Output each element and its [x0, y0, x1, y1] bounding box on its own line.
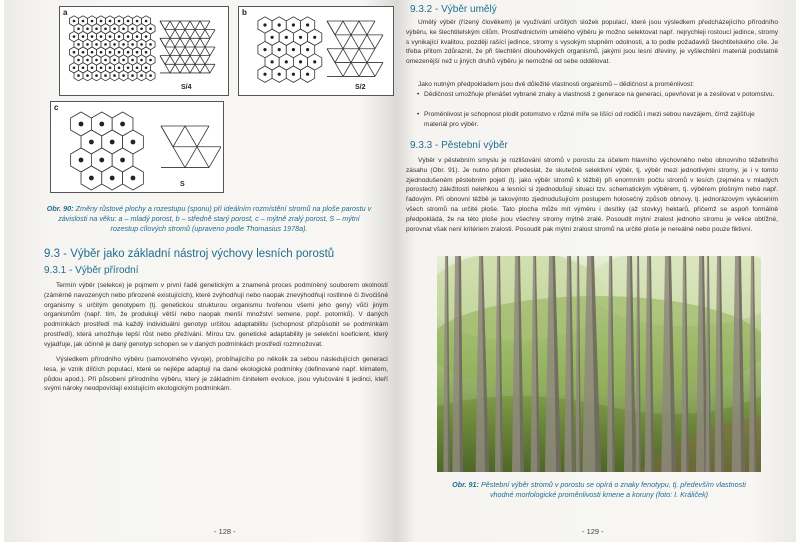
- spacing-line: [190, 21, 195, 30]
- section-heading-9-3-1: 9.3.1 - Výběr přírodní: [44, 265, 139, 276]
- spacing-line: [200, 47, 205, 56]
- figure-panel-c: [50, 101, 224, 193]
- tree-dot: [109, 35, 112, 38]
- panel-c-caption: S: [180, 181, 185, 188]
- tree-dot: [113, 74, 116, 77]
- spacing-line: [335, 63, 343, 77]
- tree-dot: [131, 74, 134, 77]
- spacing-line: [173, 126, 185, 147]
- tree-dot: [140, 43, 143, 46]
- figure-90-caption-text: Změny růstové plochy a rozestupu (sponu) při ideálním rozmístění stromů na ploše parostu v závislosti na věku: a – mladý porost, b – středně starý porost, c – mýtně zralý porost, S – mýtní rozestup cílových stromů (upraveno podle Thomasius 1978a).: [58, 204, 372, 233]
- tree-dot: [136, 35, 139, 38]
- spacing-line: [367, 49, 375, 63]
- tree-dot: [82, 51, 85, 54]
- tree-dot: [136, 51, 139, 54]
- figure-90-caption: [44, 204, 374, 234]
- spacing-line: [165, 64, 170, 73]
- tree-dot: [89, 176, 94, 181]
- tree-dot: [104, 74, 107, 77]
- spacing-line: [343, 21, 351, 35]
- right-page: [406, 0, 792, 542]
- tree-dot: [104, 43, 107, 46]
- tree-dot: [99, 122, 104, 127]
- tree-dot: [145, 35, 148, 38]
- tree-dot: [100, 51, 103, 54]
- tree-dot: [99, 158, 104, 163]
- spacing-line: [180, 21, 185, 30]
- tree-dot: [91, 20, 94, 23]
- tree-dot: [100, 35, 103, 38]
- spacing-line: [185, 38, 190, 47]
- spacing-line: [175, 64, 180, 73]
- tree-dot: [278, 23, 281, 26]
- spacing-line: [165, 30, 170, 39]
- spacing-line: [375, 35, 383, 49]
- panel-b-label: b: [242, 8, 247, 17]
- tree-dot: [149, 74, 152, 77]
- tree-dot: [79, 122, 84, 127]
- tree-dot: [131, 140, 136, 145]
- spacing-line: [175, 21, 180, 30]
- tree-dot: [127, 67, 130, 70]
- left-paragraph-1: Termín výběr (selekce) je pojmem v první řadě genetickým a znamená proces podmíněný souborem okolností (záměrně navozených nebo přirozeně existujících), které zvýhodňují nebo naopak znevýhodňují rostlinné či živočišné organismy s určitým genotypem (tj. genetickou strukturou organismu tvořenou všemi jeho geny) vůči jiným organismům (např. tím, že produkují větší nebo naopak menší množství semene, popř. potomků). V daných podmínkách prostředí má každý individuální genotyp určitou adaptabilitu (schopnost přizpůsobit se podmínkám prostředí), která umožňuje lepší růst nebo přežívání. Mírou tzv. genetické adaptability je selekční koeficient, který vyjadřuje, jak účinně je daný genotyp schopen se v daných podmínkách prostředí rozmnožovat.: [44, 282, 388, 348]
- spacing-line: [210, 64, 215, 73]
- tree-dot: [113, 43, 116, 46]
- spacing-line: [175, 56, 180, 65]
- tree-dot: [285, 36, 288, 39]
- figure-91-caption-text: Pěstební výběr stromů v porostu se opírá o znaky fenotypu, tj. především vlastnosti vhodné morfologické proměnlivosti kmene a koruny (foto: I. Králiček): [480, 480, 746, 499]
- spacing-line: [210, 47, 215, 56]
- panel-a-caption: S/4: [181, 84, 192, 91]
- spacing-line: [160, 56, 165, 65]
- panel-a-diagram: [60, 7, 230, 97]
- tree-dot: [86, 74, 89, 77]
- spacing-line: [185, 126, 197, 147]
- tree-dot: [122, 28, 125, 31]
- tree-dot: [136, 20, 139, 23]
- tree-dot: [100, 20, 103, 23]
- tree-dot: [86, 59, 89, 62]
- tree-dot: [313, 36, 316, 39]
- spacing-line: [197, 147, 209, 168]
- tree-dot: [136, 67, 139, 70]
- spacing-line: [165, 47, 170, 56]
- tree-dot: [73, 35, 76, 38]
- tree-dot: [113, 28, 116, 31]
- spacing-line: [351, 35, 359, 49]
- tree-dot: [313, 60, 316, 63]
- spacing-line: [185, 56, 190, 65]
- spacing-line: [205, 56, 210, 65]
- spacing-line: [180, 64, 185, 73]
- tree-dot: [127, 20, 130, 23]
- spacing-line: [367, 63, 375, 77]
- spacing-line: [170, 64, 175, 73]
- tree-dot: [118, 35, 121, 38]
- spacing-line: [195, 30, 200, 39]
- spacing-line: [185, 30, 190, 39]
- panel-c-label: c: [54, 103, 59, 112]
- panel-c-diagram: [51, 102, 225, 194]
- spacing-line: [195, 64, 200, 73]
- tree-dot: [82, 35, 85, 38]
- spacing-line: [367, 35, 375, 49]
- figure-90-caption-label: Obr. 90:: [46, 204, 74, 213]
- tree-dot: [306, 23, 309, 26]
- spacing-line: [200, 21, 205, 30]
- tree-dot: [278, 48, 281, 51]
- spacing-line: [195, 38, 200, 47]
- page-number-right: - 129 -: [582, 527, 604, 536]
- spacing-line: [160, 21, 165, 30]
- tree-dot: [82, 67, 85, 70]
- tree-dot: [91, 67, 94, 70]
- tree-dot: [131, 176, 136, 181]
- tree-dot: [91, 35, 94, 38]
- figure-91-caption-label: Obr. 91:: [452, 480, 479, 489]
- tree-dot: [109, 51, 112, 54]
- spacing-line: [173, 147, 185, 168]
- panel-b-diagram: [239, 7, 395, 97]
- tree-dot: [118, 51, 121, 54]
- tree-dot: [122, 59, 125, 62]
- spacing-line: [175, 47, 180, 56]
- tree-dot: [86, 43, 89, 46]
- tree-dot: [306, 73, 309, 76]
- spacing-line: [180, 56, 185, 65]
- tree-dot: [109, 20, 112, 23]
- spacing-line: [335, 21, 343, 35]
- tree-dot: [95, 43, 98, 46]
- spacing-line: [200, 64, 205, 73]
- spacing-line: [161, 126, 173, 147]
- tree-dot: [91, 51, 94, 54]
- spacing-line: [190, 30, 195, 39]
- tree-dot: [149, 28, 152, 31]
- left-page: [4, 0, 398, 542]
- tree-dot: [299, 60, 302, 63]
- left-paragraph-2: Výsledkem přírodního výběru (samovolného vývoje), probíhajícího po několik za sebou následujících generací lesa, je vznik dílčích populací, které se nejlépe adaptují na dané ekologické podmínky (definované např. klimatem, půdou apod.). Při působení přírodního výběru, který je základním činitelem evoluce, jsou vylučováni ti jedinci, kteří svými nároky neodpovídají existujícím ekologickým podmínkám.: [44, 356, 388, 393]
- spacing-line: [165, 21, 170, 30]
- spacing-line: [359, 49, 367, 63]
- tree-dot: [299, 36, 302, 39]
- tree-dot: [140, 74, 143, 77]
- tree-dot: [73, 67, 76, 70]
- tree-dot: [140, 59, 143, 62]
- page-number-left: - 128 -: [214, 527, 236, 536]
- tree-dot: [149, 43, 152, 46]
- tree-dot: [140, 28, 143, 31]
- panel-b-caption: S/2: [355, 84, 366, 91]
- section-heading-9-3-2: 9.3.2 - Výběr umělý: [410, 4, 497, 15]
- spacing-line: [351, 49, 359, 63]
- spacing-line: [165, 38, 170, 47]
- spacing-line: [197, 126, 209, 147]
- spacing-line: [351, 63, 359, 77]
- spacing-line: [327, 21, 335, 35]
- tree-dot: [120, 122, 125, 127]
- spacing-line: [367, 21, 375, 35]
- spacing-line: [190, 47, 195, 56]
- forest-photo: [437, 256, 761, 472]
- spacing-line: [335, 49, 343, 63]
- tree-dot: [122, 43, 125, 46]
- spacing-line: [195, 56, 200, 65]
- spacing-line: [195, 21, 200, 30]
- tree-dot: [118, 67, 121, 70]
- spacing-line: [190, 56, 195, 65]
- tree-dot: [271, 60, 274, 63]
- tree-dot: [145, 67, 148, 70]
- spacing-line: [170, 56, 175, 65]
- spacing-line: [170, 47, 175, 56]
- tree-dot: [127, 35, 130, 38]
- tree-dot: [82, 20, 85, 23]
- spacing-line: [180, 38, 185, 47]
- spacing-line: [200, 30, 205, 39]
- figure-panel-b: [238, 6, 394, 96]
- spacing-line: [205, 21, 210, 30]
- spacing-line: [205, 30, 210, 39]
- forest-photo-image: [437, 256, 761, 472]
- tree-dot: [263, 23, 266, 26]
- right-paragraph-1: Umělý výběr (řízený člověkem) je využívání určitých složek populací, které jsou výsledkem předcházejícího přírodního výběru, ke šlechtitelským cílům. Prostřednictvím umělého výběru je možno selektovat např. nejrychleji rostoucí jedince, stromy s vynikající kvalitou, později rašící jedince, stromy s vysokým stupněm odolnosti, a to podle požadavků šlechtitelského cíle. Je třeba přitom zdůraznit, že při šlechtění dlouhověkých organismů, jakými jsou lesní dřeviny, je vyšlechtění materiál podstatně omezenější než u jiných druhů výběru je nemožné od sebe oddělovat.: [406, 19, 778, 66]
- tree-dot: [79, 158, 84, 163]
- tree-dot: [145, 20, 148, 23]
- tree-dot: [100, 67, 103, 70]
- tree-dot: [122, 74, 125, 77]
- tree-dot: [263, 73, 266, 76]
- tree-dot: [292, 48, 295, 51]
- tree-dot: [131, 43, 134, 46]
- spacing-line: [195, 47, 200, 56]
- spacing-line: [210, 30, 215, 39]
- spacing-line: [200, 56, 205, 65]
- spacing-line: [335, 35, 343, 49]
- tree-dot: [77, 74, 80, 77]
- spacing-line: [190, 38, 195, 47]
- tree-dot: [145, 51, 148, 54]
- tree-dot: [285, 60, 288, 63]
- tree-dot: [306, 48, 309, 51]
- tree-dot: [77, 59, 80, 62]
- spacing-line: [343, 63, 351, 77]
- right-paragraph-3: Výběr v pěstebním smyslu je rozlišování stromů v porostu za účelem hlavního výchovného nebo obnovního těžebního zásahu (Obr. 91). Je nutno přitom předeslat, že skutečně selektivní výběr, tj. výběr mezi jednotlivými stromy, je i v tomto zjednodušeném pěstebním pojetí (tj. jako výběr stromů k těžbě) při enormním počtu stromů v lesích (zejména v mladých porostech) záležitostí nelehkou a lesníci si zjednodušují situaci tzv. schematickým výběrem, tj. výběrem plošným nebo např. řadovým. Při obnovní těžbě je takovýmto zjednodušujícím postupem holosečný způsob obnovy, tj. jednorázovým vykácením všech stromů na určité ploše. Tato plocha může mít výměru i desítky (až stovky) hektarů, přičemž se aspoň formálně předpokládá, že na této ploše jsou všechny stromy mýtně zralé. Posoudit mýtní zralost jednoho stromu je velice obtížné, porovnat však není kritériem zralosti. Posoudit pak mýtní zralost stromů na určité ploše je nereálné nebo pouze fiktivní.: [406, 157, 778, 233]
- spacing-line: [200, 38, 205, 47]
- spacing-line: [190, 64, 195, 73]
- tree-dot: [95, 74, 98, 77]
- spacing-line: [185, 147, 197, 168]
- spacing-line: [170, 38, 175, 47]
- tree-dot: [95, 59, 98, 62]
- spacing-line: [205, 38, 210, 47]
- spacing-line: [180, 30, 185, 39]
- spacing-line: [170, 30, 175, 39]
- bullet-promenlivost: • Proměnlivost je schopnost plodit potomstvo v různé míře se lišící od rodičů i mezi sebou navzájem, čímž zajišťuje materiál pro výběr.: [424, 110, 776, 130]
- section-heading-9-3-3: 9.3.3 - Pěstební výběr: [410, 140, 508, 151]
- spacing-line: [343, 35, 351, 49]
- tree-dot: [292, 73, 295, 76]
- tree-dot: [149, 59, 152, 62]
- spacing-line: [209, 147, 221, 168]
- figure-91-caption: [446, 480, 752, 500]
- spacing-line: [170, 21, 175, 30]
- tree-dot: [86, 28, 89, 31]
- spacing-line: [165, 56, 170, 65]
- tree-dot: [73, 51, 76, 54]
- right-paragraph-2: Jako nutným předpokladem jsou dvě důležité vlastnosti organismů – dědičnost a proměnlivost:: [418, 81, 694, 88]
- tree-dot: [118, 20, 121, 23]
- figure-panel-a: [59, 6, 229, 96]
- spacing-line: [185, 21, 190, 30]
- tree-dot: [104, 59, 107, 62]
- spacing-line: [375, 63, 383, 77]
- tree-dot: [263, 48, 266, 51]
- spacing-line: [185, 64, 190, 73]
- tree-dot: [73, 20, 76, 23]
- spacing-line: [185, 47, 190, 56]
- spacing-line: [175, 30, 180, 39]
- spacing-line: [160, 38, 165, 47]
- spacing-line: [359, 63, 367, 77]
- tree-dot: [89, 140, 94, 145]
- tree-dot: [110, 176, 115, 181]
- panel-a-label: a: [63, 8, 68, 17]
- tree-dot: [131, 59, 134, 62]
- tree-dot: [113, 59, 116, 62]
- section-heading-9-3: 9.3 - Výběr jako základní nástroj výchovy lesních porostů: [44, 248, 335, 260]
- spacing-line: [180, 47, 185, 56]
- spacing-line: [205, 47, 210, 56]
- tree-dot: [278, 73, 281, 76]
- tree-dot: [131, 28, 134, 31]
- tree-dot: [292, 23, 295, 26]
- bullet-dedicnost: • Dědičnost umožňuje přenášet vybrané znaky a vlastnosti z generace na generaci, upevňovat je a zesilovat v potomstvu.: [424, 90, 776, 100]
- spacing-line: [205, 64, 210, 73]
- tree-dot: [104, 28, 107, 31]
- spacing-line: [175, 38, 180, 47]
- tree-dot: [77, 43, 80, 46]
- tree-dot: [127, 51, 130, 54]
- tree-dot: [109, 67, 112, 70]
- spacing-line: [359, 35, 367, 49]
- tree-dot: [271, 36, 274, 39]
- tree-dot: [120, 158, 125, 163]
- tree-dot: [110, 140, 115, 145]
- spacing-line: [359, 21, 367, 35]
- tree-dot: [77, 28, 80, 31]
- spacing-line: [351, 21, 359, 35]
- spacing-line: [327, 49, 335, 63]
- tree-dot: [95, 28, 98, 31]
- spacing-line: [343, 49, 351, 63]
